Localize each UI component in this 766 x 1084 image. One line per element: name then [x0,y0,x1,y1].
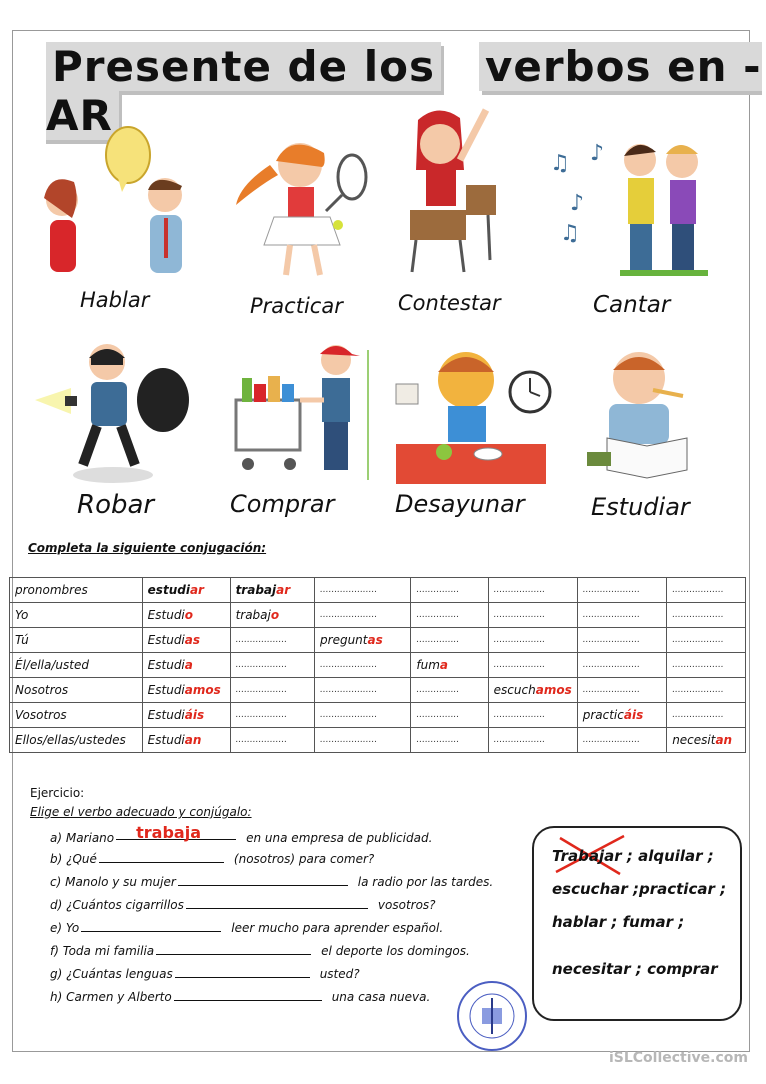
sentence-end: usted? [319,967,360,981]
verb-bank-line4: necesitar ; comprar [552,960,718,978]
verb-label-cantar: Cantar [593,292,671,318]
table-cell: Él/ella/usted [10,653,143,678]
filled-answer: trabaja [136,823,201,842]
exercise-label: Ejercicio: [30,786,85,800]
table-cell: .................. [488,603,577,628]
conjugation-table [9,577,746,753]
exercise-sentence [50,850,374,866]
table-cell: .................. [230,703,314,728]
table-cell: .................. [230,728,314,753]
table-cell: .................. [488,628,577,653]
table-cell: Yo [10,603,143,628]
sentence-start: b) ¿Qué [50,852,97,866]
table-cell: trabajo [230,603,314,628]
table-cell: .................... [577,678,666,703]
table-row [10,653,746,678]
verb-bank-struck-verb: Trabajar [552,847,622,865]
table-cell: Estudiamos [142,678,230,703]
title-part2: verbos en -AR [46,42,762,140]
table-cell: preguntas [315,628,411,653]
table-cell: .................... [315,728,411,753]
table-cell: .................. [488,728,577,753]
table-cell: .................... [577,653,666,678]
verb-bank-line3: hablar ; fumar ; [552,913,685,931]
svg-text:♫: ♫ [550,151,570,176]
singing-kids-icon [540,130,710,285]
table-cell: .................... [315,603,411,628]
table-cell: .................. [667,678,746,703]
exercise-sentence [50,988,430,1004]
table-row [10,578,746,603]
title-part1: Presente de los [46,42,441,91]
verb-label-practicar: Practicar [250,294,343,318]
sentence-start: c) Manolo y su mujer [50,875,176,889]
table-cell: Estudia [142,653,230,678]
watermark: iSLCollective.com [608,1050,748,1066]
exercise-sentence [50,965,360,981]
table-cell: pronombres [10,578,143,603]
sentence-start: h) Carmen y Alberto [50,990,172,1004]
table-cell: .................... [315,678,411,703]
sentence-start: e) Yo [50,921,80,935]
table-row [10,603,746,628]
sentence-end: en una empresa de publicidad. [246,831,433,845]
answer-blank[interactable] [156,942,311,955]
exercise-instruction: Elige el verbo adecuado y conjúgalo: [30,805,252,819]
verb-label-contestar: Contestar [398,291,501,315]
table-cell: ............... [411,603,488,628]
table-cell: ............... [411,728,488,753]
answer-blank[interactable] [175,965,310,978]
answer-blank[interactable] [81,919,221,932]
table-cell: escuchamos [488,678,577,703]
table-cell: ............... [411,703,488,728]
table-cell: .................. [230,628,314,653]
table-cell: Estudiáis [142,703,230,728]
table-cell: .................... [315,703,411,728]
table-cell: Estudian [142,728,230,753]
sentence-end: (nosotros) para comer? [233,852,375,866]
table-cell: .................. [488,653,577,678]
table-cell: ............... [411,628,488,653]
table-cell: practicáis [577,703,666,728]
table-cell: ............... [411,578,488,603]
sentence-end: la radio por las tardes. [357,875,494,889]
shopping-cart-boy-icon [228,340,373,485]
thief-icon [35,340,195,490]
studying-boy-icon [583,340,713,480]
table-cell: .................. [230,653,314,678]
sentence-end: leer mucho para aprender español. [231,921,444,935]
table-row [10,678,746,703]
table-cell: ............... [411,678,488,703]
answer-blank[interactable] [178,873,348,886]
answer-blank[interactable] [186,896,368,909]
svg-text:♪: ♪ [590,141,605,166]
verb-bank-line2: escuchar ;practicar ; [552,880,727,898]
table-cell: Nosotros [10,678,143,703]
table-cell: trabajar [230,578,314,603]
table-row [10,703,746,728]
conjugation-instruction: Completa la siguiente conjugación: [28,541,267,555]
answer-blank[interactable] [174,988,322,1001]
table-cell: .................... [577,578,666,603]
sentence-start: a) Mariano [50,831,115,845]
svg-text:♪: ♪ [570,191,585,216]
teacher-stamp-icon [452,978,532,1054]
exercise-sentence [50,919,443,935]
verb-label-estudiar: Estudiar [591,493,690,521]
table-row [10,628,746,653]
tennis-girl-icon [230,125,380,285]
verb-label-robar: Robar [77,490,155,520]
table-cell: .................. [230,678,314,703]
verb-bank-line1 [552,847,714,865]
table-cell: .................... [577,628,666,653]
sentence-start: g) ¿Cuántas lenguas [50,967,173,981]
student-raising-hand-icon [398,100,508,285]
exercise-sentence [50,873,493,889]
table-cell: Vosotros [10,703,143,728]
verb-label-comprar: Comprar [230,490,335,518]
verb-label-hablar: Hablar [80,288,150,312]
table-cell: .................. [488,578,577,603]
table-cell: necesitan [667,728,746,753]
table-cell: .................. [667,578,746,603]
table-cell: Tú [10,628,143,653]
table-cell: .................... [315,578,411,603]
exercise-sentence [50,942,470,958]
table-cell: Estudias [142,628,230,653]
sentence-start: f) Toda mi familia [50,944,155,958]
table-cell: .................. [667,603,746,628]
table-cell: Estudio [142,603,230,628]
table-cell: .................... [577,603,666,628]
table-cell: Ellos/ellas/ustedes [10,728,143,753]
sentence-end: el deporte los domingos. [321,944,470,958]
table-cell: fuma [411,653,488,678]
sentence-end: una casa nueva. [331,990,431,1004]
table-cell: estudiar [142,578,230,603]
answer-blank[interactable] [99,850,224,863]
table-cell: .................... [315,653,411,678]
exercise-sentence [50,823,433,845]
answer-blank[interactable] [116,823,236,842]
verb-bank-line1-rest: ; alquilar ; [626,847,714,865]
table-cell: .................. [667,653,746,678]
verb-label-desayunar: Desayunar [395,490,525,518]
table-cell: .................... [577,728,666,753]
table-cell: .................. [667,703,746,728]
svg-text:♫: ♫ [560,221,580,246]
talking-people-icon [30,120,200,285]
exercise-sentence [50,896,436,912]
sentence-start: d) ¿Cuántos cigarrillos [50,898,184,912]
table-cell: .................. [488,703,577,728]
table-cell: .................. [667,628,746,653]
sentence-end: vosotros? [377,898,436,912]
table-row [10,728,746,753]
breakfast-boy-icon [392,340,557,488]
